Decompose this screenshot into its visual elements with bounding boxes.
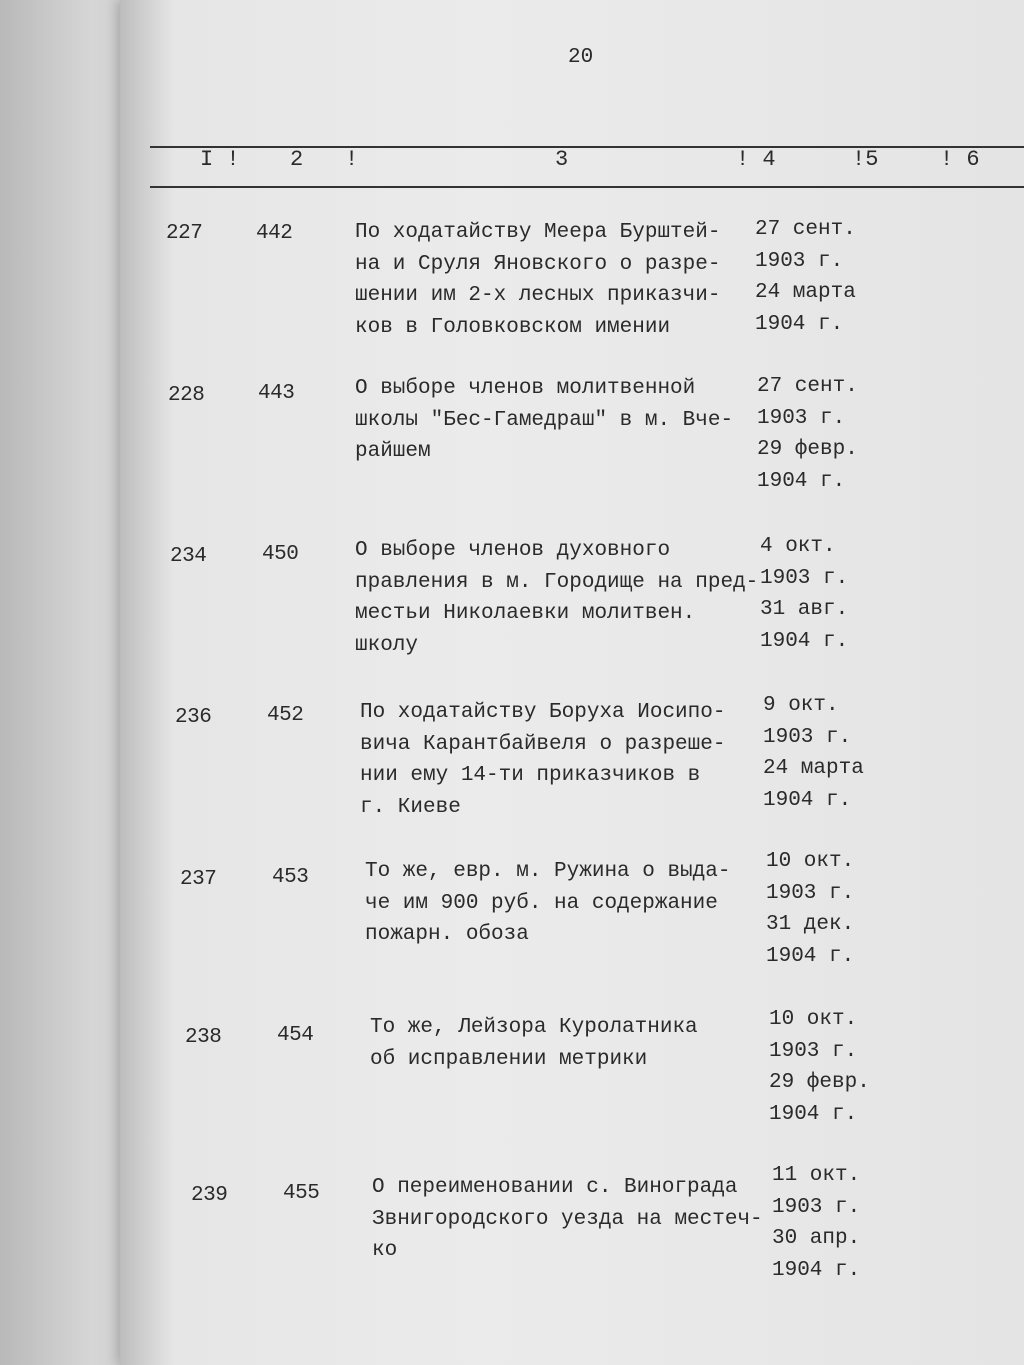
row-description: То же, евр. м. Ружина о выда- че им 900 руб. на содержание пожарн. обоза	[365, 860, 731, 946]
column-header-separator: !	[345, 147, 359, 172]
row-dates: 4 окт. 1903 г. 31 авг. 1904 г.	[760, 535, 849, 653]
document-page	[120, 0, 1024, 1365]
row-number: 239	[191, 1184, 228, 1207]
column-header-6: ! 6	[940, 147, 980, 172]
column-header-3: 3	[555, 147, 569, 172]
row-reference: 450	[262, 543, 299, 566]
row-number: 236	[175, 706, 212, 729]
row-number: 227	[166, 222, 203, 245]
row-dates: 27 сент. 1903 г. 29 февр. 1904 г.	[757, 375, 858, 493]
row-reference: 454	[277, 1024, 314, 1047]
row-reference: 455	[283, 1182, 320, 1205]
row-dates: 11 окт. 1903 г. 30 апр. 1904 г.	[772, 1164, 861, 1282]
column-header-5: !5	[852, 147, 879, 172]
row-reference: 453	[272, 866, 309, 889]
row-description: По ходатайству Боруха Иосипо- вича Карантбайвеля о разреше- нии ему 14-ти приказчиков в г. Киеве	[360, 701, 726, 819]
column-header-2: 2	[290, 147, 304, 172]
row-dates: 27 сент. 1903 г. 24 марта 1904 г.	[755, 218, 856, 336]
column-header-4: ! 4	[736, 147, 776, 172]
row-description: О переименовании с. Винограда Звнигородского уезда на местеч- ко	[372, 1176, 763, 1262]
row-dates: 10 окт. 1903 г. 29 февр. 1904 г.	[769, 1008, 870, 1126]
row-number: 228	[168, 384, 205, 407]
row-reference: 443	[258, 382, 295, 405]
row-reference: 442	[256, 222, 293, 245]
row-number: 238	[185, 1026, 222, 1049]
row-description: О выборе членов молитвенной школы "Бес-Гамедраш" в м. Вче- райшем	[355, 377, 734, 463]
column-header-1: I !	[200, 147, 240, 172]
row-number: 234	[170, 545, 207, 568]
row-description: По ходатайству Меера Бурштей- на и Сруля Яновского о разре- шении им 2-х лесных приказчи- ков в Головковском имении	[355, 221, 721, 339]
row-dates: 10 окт. 1903 г. 31 дек. 1904 г.	[766, 850, 855, 968]
page-number: 20	[568, 46, 594, 69]
row-description: То же, Лейзора Куролатника об исправлении метрики	[370, 1016, 698, 1071]
row-dates: 9 окт. 1903 г. 24 марта 1904 г.	[763, 694, 864, 812]
row-number: 237	[180, 868, 217, 891]
header-rule-top	[150, 146, 1024, 148]
header-rule-bottom	[150, 186, 1024, 188]
row-reference: 452	[267, 704, 304, 727]
row-description: О выборе членов духовного правления в м. Городище на пред- местьи Николаевки молитвен. школу	[355, 539, 759, 657]
